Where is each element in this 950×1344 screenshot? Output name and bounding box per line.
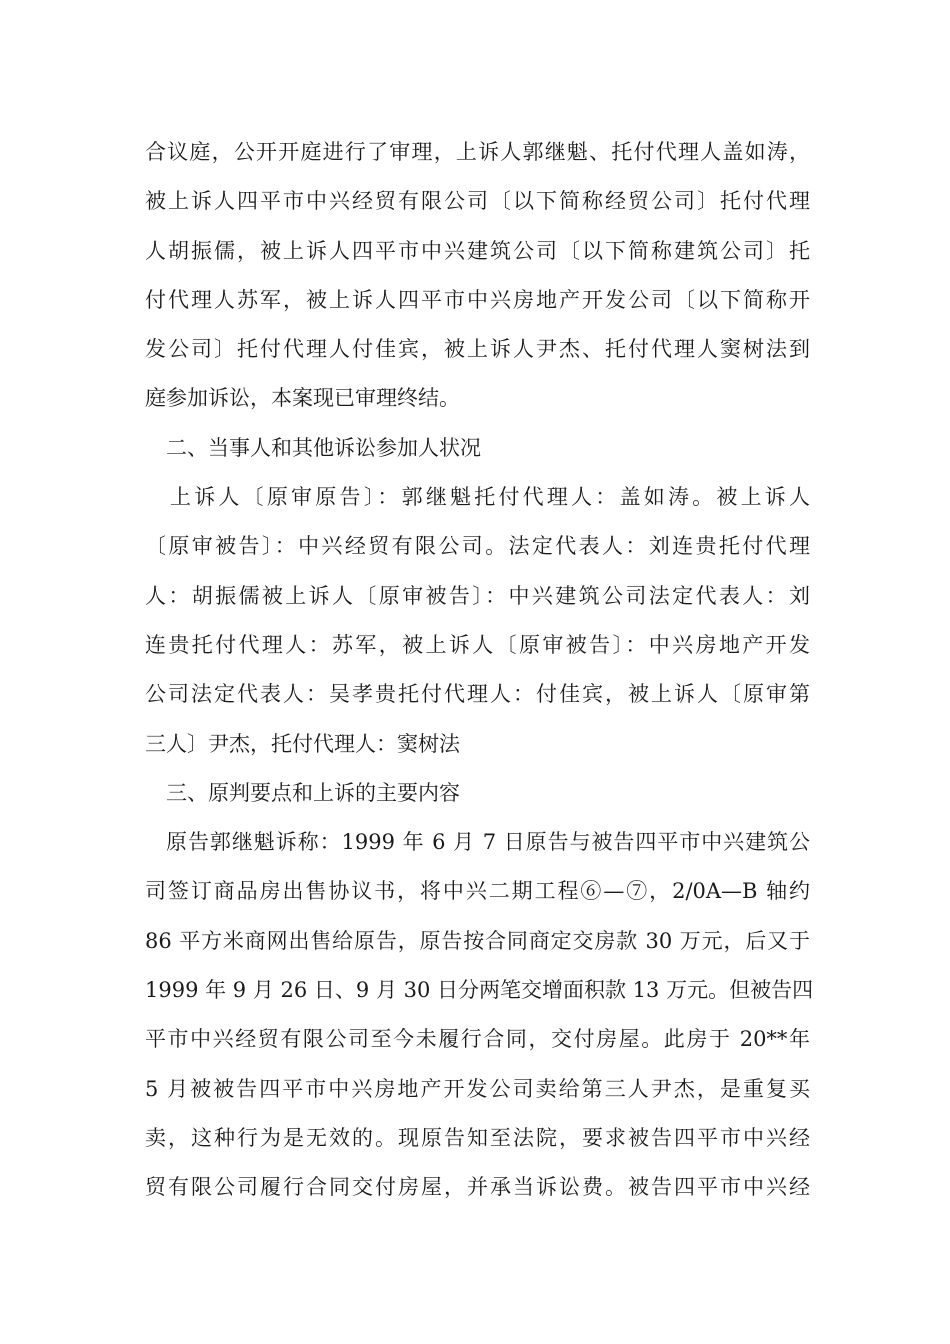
paragraph-line: 上诉人〔原审原告〕：郭继魁托付代理人：盖如涛。被上诉人 — [170, 485, 810, 510]
paragraph-line: 发公司〕托付代理人付佳宾，被上诉人尹杰、托付代理人窦树法到 — [145, 337, 810, 362]
paragraph-line: 庭参加诉讼，本案现已审理终结。 — [145, 386, 460, 411]
paragraph-line: 被上诉人四平市中兴经贸有限公司〔以下简称经贸公司〕托付代理 — [145, 189, 810, 214]
document-body — [145, 128, 814, 1213]
paragraph-line: 连贵托付代理人：苏军，被上诉人〔原审被告〕：中兴房地产开发 — [145, 632, 810, 657]
paragraph-line: 人：胡振儒被上诉人〔原审被告〕：中兴建筑公司法定代表人：刘 — [145, 583, 810, 608]
paragraph-line: 公司法定代表人：吴孝贵托付代理人：付佳宾，被上诉人〔原审第 — [145, 682, 810, 707]
paragraph-line: 付代理人苏军，被上诉人四平市中兴房地产开发公司〔以下简称开 — [145, 287, 810, 312]
section-heading: 二、当事人和其他诉讼参加人状况 — [166, 435, 481, 460]
paragraph-line: 卖，这种行为是无效的。现原告知至法院，要求被告四平市中兴经 — [145, 1125, 810, 1150]
paragraph-line: 平市中兴经贸有限公司至今未履行合同，交付房屋。此房于 20**年 — [145, 1027, 810, 1052]
paragraph-line: 原告郭继魁诉称：1999 年 6 月 7 日原告与被告四平市中兴建筑公 — [166, 830, 810, 855]
paragraph-line: 86 平方米商网出售给原告，原告按合同商定交房款 30 万元，后又于 — [145, 928, 810, 953]
section-heading: 三、原判要点和上诉的主要内容 — [166, 780, 460, 805]
paragraph-line: 人胡振儒，被上诉人四平市中兴建筑公司〔以下简称建筑公司〕托 — [145, 238, 810, 263]
paragraph-line: 贸有限公司履行合同交付房屋，并承当诉讼费。被告四平市中兴经 — [145, 1175, 810, 1200]
paragraph-line: 1999 年 9 月 26 日、9 月 30 日分两笔交增面积款 13 万元。但被告四 — [145, 978, 814, 1003]
paragraph-line: 三人〕尹杰，托付代理人：窦树法 — [145, 731, 460, 756]
paragraph-line: 5 月被被告四平市中兴房地产开发公司卖给第三人尹杰，是重复买 — [145, 1076, 810, 1101]
paragraph-line: 〔原审被告〕：中兴经贸有限公司。法定代表人：刘连贵托付代理 — [145, 534, 810, 559]
paragraph-line: 合议庭，公开开庭进行了审理，上诉人郭继魁、托付代理人盖如涛， — [145, 140, 810, 164]
paragraph-line: 司签订商品房出售协议书，将中兴二期工程⑥—⑦，2/0A—B 轴约 — [145, 879, 810, 904]
